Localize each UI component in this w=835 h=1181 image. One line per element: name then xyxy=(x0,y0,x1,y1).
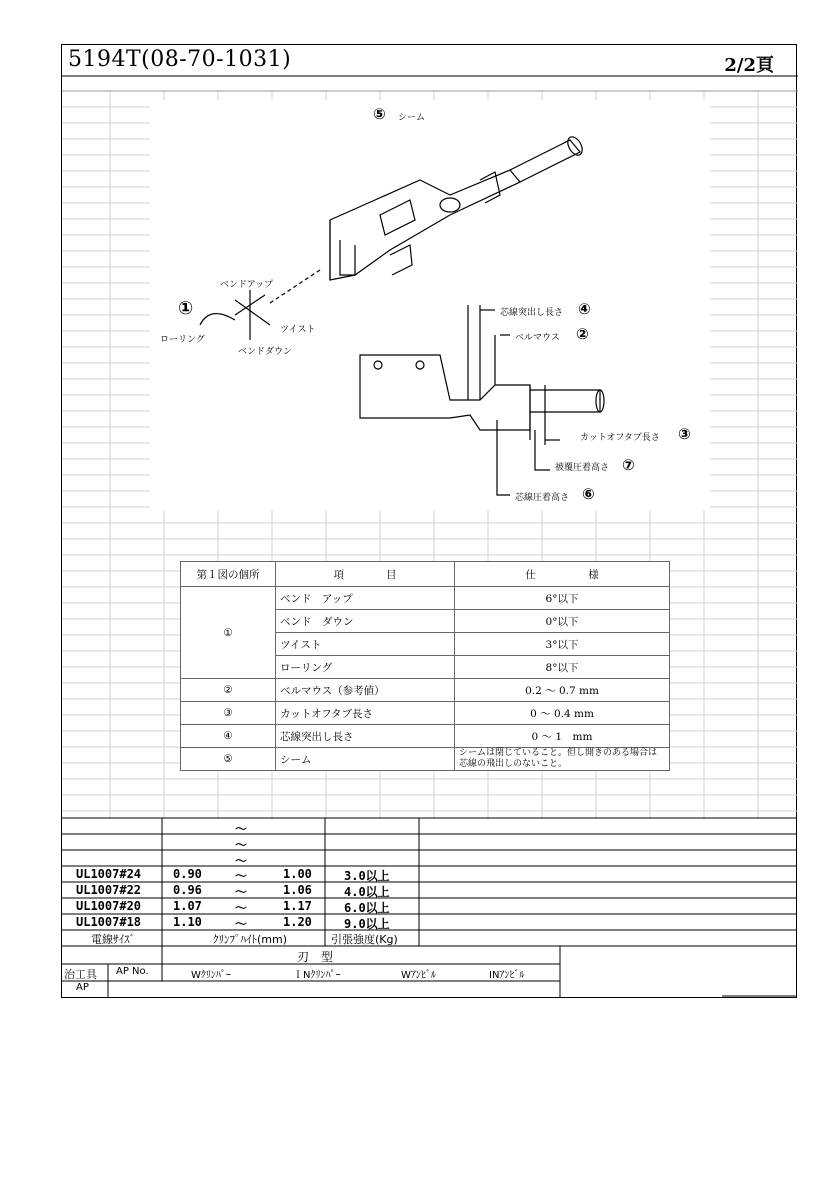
crimp-strength: 3.0以上 xyxy=(344,869,390,883)
crimp-row xyxy=(61,915,797,930)
label-core-crimp: 芯線圧着高さ xyxy=(515,493,570,503)
label-core-protrusion: 芯線突出し長さ xyxy=(500,308,564,318)
crimp-max: 1.00 xyxy=(283,867,312,881)
marker-2: ② xyxy=(576,325,589,343)
crimp-wire: UL1007#24 xyxy=(76,867,142,881)
crimp-header-crimp: ｸﾘﾝﾌﾟﾊｲﾄ(mm) xyxy=(213,933,288,946)
crimp-max: 1.17 xyxy=(283,899,312,913)
crimp-header-wire: 電線ｻｲｽﾞ xyxy=(91,933,135,946)
tool-header-row xyxy=(61,966,797,981)
crimp-blank-row xyxy=(61,836,797,851)
blade-row xyxy=(61,948,797,963)
tool-ap-row xyxy=(61,982,797,997)
crimp-tilde: ～ xyxy=(235,885,248,899)
crimp-wire: UL1007#22 xyxy=(76,883,142,897)
blade-title: 刃 型 xyxy=(297,950,334,964)
label-bellmouth: ベルマウス xyxy=(515,333,560,343)
label-seam: シーム xyxy=(398,113,426,123)
tool-ap: AP xyxy=(76,982,89,993)
page-number: 2/2頁 xyxy=(724,55,774,76)
spec-item: シーム xyxy=(276,748,455,771)
spec-item: ツイスト xyxy=(276,633,455,656)
tool-w-crimper: Wｸﾘﾝﾊﾟｰ xyxy=(191,970,231,981)
spec-item: ベンド ダウン xyxy=(276,610,455,633)
spec-ref: ② xyxy=(181,679,276,702)
spec-item: ベンド アップ xyxy=(276,587,455,610)
crimp-tilde: ～ xyxy=(235,901,248,915)
spec-item: カットオフタブ長さ xyxy=(276,702,455,725)
spec-value: 0 ～ 1 mm xyxy=(455,725,670,748)
label-bend-up: ベンドアップ xyxy=(220,280,274,290)
crimp-tilde: ～ xyxy=(235,869,248,883)
crimp-header-row xyxy=(61,931,797,946)
tool-w-anvil: Wｱﾝﾋﾞﾙ xyxy=(401,970,436,981)
spec-header-spec: 仕 様 xyxy=(455,562,670,587)
crimp-tilde: ～ xyxy=(235,917,248,931)
marker-3: ③ xyxy=(678,425,691,443)
spec-value: 6°以下 xyxy=(455,587,670,610)
crimp-tilde: ～ xyxy=(235,822,248,836)
spec-item: ローリング xyxy=(276,656,455,679)
crimp-row xyxy=(61,883,797,898)
spec-value: 0°以下 xyxy=(455,610,670,633)
spec-value: シームは閉じていること。但し開きのある場合は芯線の飛出しのないこと。 xyxy=(455,748,670,771)
tool-in-anvil: INｱﾝﾋﾞﾙ xyxy=(489,970,525,981)
tool-ap-no: AP No. xyxy=(116,966,149,977)
crimp-min: 1.07 xyxy=(173,899,202,913)
spec-item: 芯線突出し長さ xyxy=(276,725,455,748)
crimp-wire: UL1007#18 xyxy=(76,915,142,929)
spec-value: 0.2 ～ 0.7 mm xyxy=(455,679,670,702)
tool-in-crimper: ＩNｸﾘﾝﾊﾟｰ xyxy=(293,970,341,981)
crimp-min: 1.10 xyxy=(173,915,202,929)
label-cutoff-tab: カットオフタブ長さ xyxy=(580,433,660,443)
crimp-max: 1.06 xyxy=(283,883,312,897)
marker-1: ① xyxy=(178,298,194,319)
crimp-strength: 4.0以上 xyxy=(344,885,390,899)
crimp-blank-row xyxy=(61,852,797,867)
crimp-strength: 9.0以上 xyxy=(344,917,390,931)
spec-ref: ① xyxy=(181,587,276,679)
crimp-row xyxy=(61,899,797,914)
spec-header-item: 項 目 xyxy=(276,562,455,587)
crimp-max: 1.20 xyxy=(283,915,312,929)
marker-5: ⑤ xyxy=(373,105,386,123)
marker-6: ⑥ xyxy=(582,485,595,503)
crimp-min: 0.96 xyxy=(173,883,202,897)
spec-header-ref: 第１図の個所 xyxy=(181,562,276,587)
spec-ref: ④ xyxy=(181,725,276,748)
spec-item: ベルマウス（参考値） xyxy=(276,679,455,702)
tool-jig: 治工具 xyxy=(64,968,97,981)
label-rolling: ローリング xyxy=(160,335,205,345)
spec-ref: ③ xyxy=(181,702,276,725)
spec-value: 8°以下 xyxy=(455,656,670,679)
label-bend-down: ベンドダウン xyxy=(238,347,293,357)
spec-value: 0 ～ 0.4 mm xyxy=(455,702,670,725)
spec-value: 3°以下 xyxy=(455,633,670,656)
document-title: 5194T(08-70-1031) xyxy=(68,47,292,72)
crimp-min: 0.90 xyxy=(173,867,202,881)
crimp-tilde: ～ xyxy=(235,854,248,868)
crimp-blank-row xyxy=(61,820,797,835)
label-insulation-crimp: 被覆圧着高さ xyxy=(555,463,610,473)
label-twist: ツイスト xyxy=(280,325,316,335)
crimp-row xyxy=(61,867,797,882)
marker-4: ④ xyxy=(578,300,591,318)
crimp-strength: 6.0以上 xyxy=(344,901,390,915)
crimp-tilde: ～ xyxy=(235,838,248,852)
spec-ref: ⑤ xyxy=(181,748,276,771)
crimp-wire: UL1007#20 xyxy=(76,899,142,913)
marker-7: ⑦ xyxy=(622,456,635,474)
crimp-header-strength: 引張強度(Kg) xyxy=(331,933,398,946)
